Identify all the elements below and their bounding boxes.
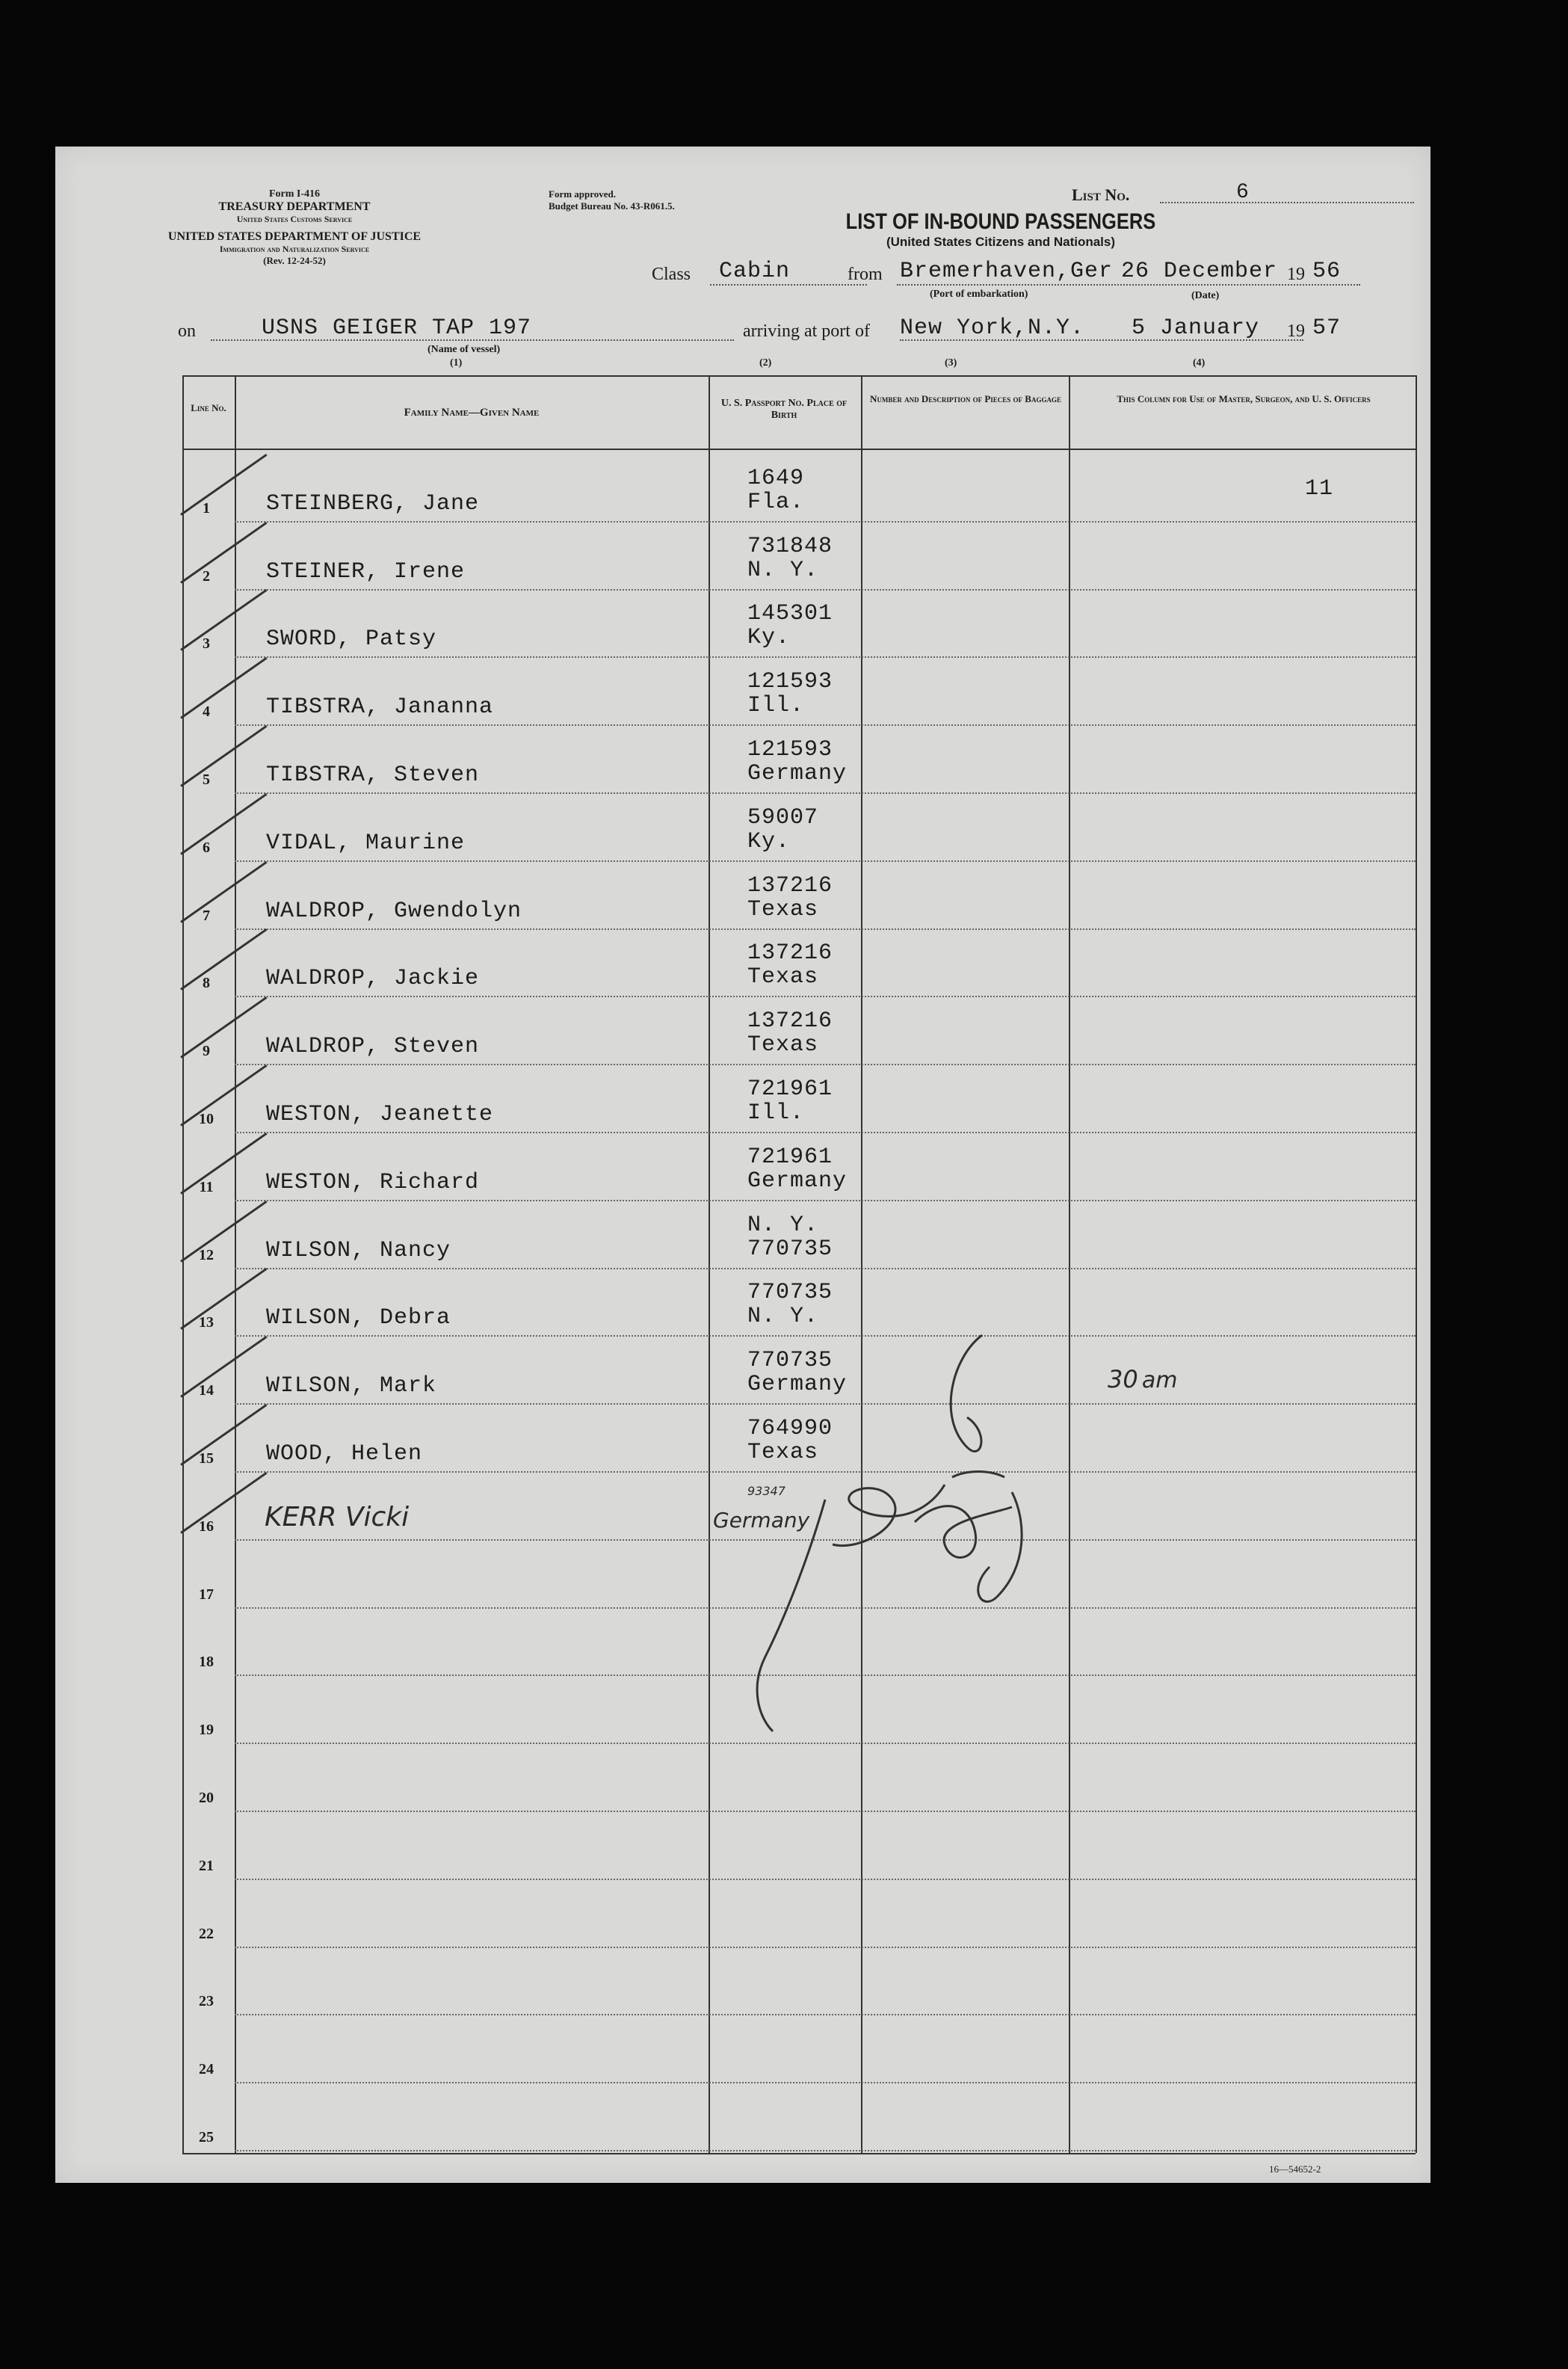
date-caption: (Date)	[1191, 290, 1220, 301]
line-number: 15	[199, 1450, 214, 1467]
line-number: 7	[203, 907, 210, 924]
passport-line-1: 770735	[747, 1348, 833, 1374]
passenger-name: WALDROP, Gwendolyn	[266, 898, 522, 924]
line-number: 3	[203, 635, 210, 653]
vessel-name: USNS GEIGER TAP 197	[262, 315, 532, 341]
line-number: 24	[199, 2061, 214, 2078]
line-number: 10	[199, 1111, 214, 1127]
passport-line-1: 1649	[747, 465, 805, 491]
header-passport: U. S. Passport No. Place of Birth	[720, 398, 848, 421]
line-number: 25	[199, 2129, 214, 2145]
passenger-name: STEINER, Irene	[266, 558, 466, 585]
passport-line-2: Ill.	[747, 693, 805, 719]
row-divider	[235, 1064, 1416, 1065]
treasury-department: TREASURY DEPARTMENT	[218, 200, 371, 213]
passenger-name: SWORD, Patsy	[266, 626, 437, 653]
form-approved	[549, 188, 675, 212]
form-approved-line: Form approved.	[549, 188, 617, 200]
passport-line-1: 121593	[747, 669, 833, 695]
from-label: from	[848, 265, 883, 284]
page-subtitle: (United States Citizens and Nationals)	[886, 235, 1116, 249]
passenger-name: WILSON, Mark	[266, 1373, 437, 1399]
row-divider	[235, 656, 1416, 658]
line-number: 18	[199, 1654, 214, 1671]
passport-line-1: 121593	[747, 737, 833, 763]
passport-line-2: Texas	[747, 896, 819, 922]
arrival-date: 5 January	[1132, 315, 1260, 341]
passenger-name: TIBSTRA, Jananna	[266, 694, 494, 721]
line-number: 19	[199, 1722, 214, 1739]
row-divider	[235, 996, 1416, 997]
passenger-name: WILSON, Nancy	[266, 1237, 451, 1263]
form-identification	[167, 188, 422, 225]
passenger-name: WESTON, Jeanette	[266, 1102, 494, 1127]
row-divider	[235, 1200, 1416, 1201]
column-number: (1)	[450, 357, 463, 369]
passenger-name: KERR Vicki	[265, 1501, 410, 1532]
line-number: 12	[199, 1246, 214, 1263]
passport-line-2: Texas	[747, 1440, 819, 1465]
passenger-name: STEINBERG, Jane	[266, 490, 480, 517]
row-divider	[235, 792, 1416, 794]
line-number: 6	[203, 839, 210, 856]
line-number: 1	[203, 499, 210, 517]
passport-line-1: 721961	[747, 1144, 833, 1170]
annotation-number: 30	[1108, 1365, 1138, 1393]
line-number: 11	[199, 1178, 214, 1195]
port-caption: (Port of embarkation)	[930, 289, 1028, 300]
row-divider	[235, 521, 1416, 523]
passport-line-1: 731848	[747, 533, 833, 559]
form-revision: (Rev. 12-24-52)	[263, 255, 326, 266]
year-prefix: 19	[1287, 321, 1305, 341]
header-name: Family Name—Given Name	[404, 407, 540, 419]
budget-bureau-line: Budget Bureau No. 43-R061.5.	[549, 200, 675, 212]
line-number: 13	[199, 1314, 214, 1331]
line-number: 5	[203, 771, 210, 788]
embarkation-year: 56	[1312, 259, 1342, 284]
page-title: LIST OF IN-BOUND PASSENGERS	[845, 209, 1156, 234]
officer-signature	[743, 1328, 1161, 1851]
line-number: 16	[199, 1518, 214, 1535]
passenger-name: WALDROP, Jackie	[266, 966, 480, 992]
passport-line-2: 770735	[747, 1236, 833, 1262]
list-no-value: 6	[1236, 181, 1249, 204]
passenger-name: WOOD, Helen	[266, 1441, 423, 1467]
line-number: 23	[199, 1993, 214, 2010]
port-of-embarkation: Bremerhaven,Ger	[900, 259, 1114, 284]
passport-line-1: 59007	[747, 804, 819, 831]
justice-department: UNITED STATES DEPARTMENT OF JUSTICE	[167, 230, 422, 243]
passport-line-2: Ky.	[747, 625, 791, 651]
line-number: 2	[203, 567, 210, 585]
passport-line-2: Ill.	[747, 1100, 805, 1126]
passenger-name: WALDROP, Steven	[266, 1034, 480, 1060]
passenger-name: WESTON, Richard	[266, 1169, 480, 1195]
customs-service: United States Customs Service	[236, 214, 353, 224]
passport-line-2: Germany	[713, 1507, 810, 1532]
row-divider	[235, 1132, 1416, 1133]
row-divider	[235, 1947, 1416, 1948]
passport-line-2: Germany	[747, 1372, 848, 1398]
passport-line-2: Ky.	[747, 828, 791, 854]
column-number: (4)	[1193, 357, 1206, 369]
row-divider	[235, 589, 1416, 591]
line-number: 20	[199, 1790, 214, 1806]
row-divider	[235, 2014, 1416, 2015]
line-number: 9	[203, 1043, 210, 1060]
justice-block	[167, 230, 422, 267]
embarkation-date: 26 December	[1121, 259, 1278, 284]
passport-line-1: 721961	[747, 1076, 833, 1102]
line-number: 14	[199, 1382, 214, 1399]
arrival-year: 57	[1312, 315, 1342, 341]
passport-line-1: 145301	[747, 601, 833, 627]
passenger-manifest-page	[55, 147, 1430, 2183]
vessel-caption: (Name of vessel)	[428, 344, 501, 355]
arriving-label: arriving at port of	[743, 321, 870, 341]
passport-line-2: Texas	[747, 964, 819, 991]
line-number: 21	[199, 1857, 214, 1874]
form-code: 16—54652-2	[1269, 2163, 1321, 2175]
list-no-label: List No.	[1072, 185, 1130, 204]
line-number: 8	[203, 975, 210, 992]
passport-line-1: 93347	[747, 1483, 785, 1498]
row-divider	[235, 928, 1416, 930]
class-value: Cabin	[719, 259, 791, 284]
passport-line-2: N. Y.	[747, 1304, 819, 1330]
passport-line-2: Germany	[747, 761, 848, 786]
row-divider	[235, 1268, 1416, 1269]
header-line-no: Line No.	[191, 402, 226, 413]
passport-line-2: Germany	[747, 1168, 848, 1194]
passport-line-2: N. Y.	[747, 557, 819, 583]
passenger-name: WILSON, Debra	[266, 1305, 451, 1331]
column-number: (3)	[945, 357, 957, 369]
form-number: Form I-416	[268, 188, 321, 200]
passenger-name: VIDAL, Maurine	[266, 830, 466, 856]
passport-line-2: Fla.	[747, 489, 805, 515]
row-divider	[235, 2082, 1416, 2083]
row-divider	[235, 860, 1416, 862]
line-number: 4	[203, 703, 210, 721]
officer-note: 11	[1305, 475, 1334, 502]
row-divider	[235, 2150, 1416, 2151]
line-number: 17	[199, 1586, 214, 1603]
passport-line-1: 137216	[747, 872, 833, 899]
on-label: on	[178, 321, 196, 341]
header-officers: This Column for Use of Master, Surgeon, and U. S. Officers	[1117, 393, 1371, 404]
column-number: (2)	[759, 357, 772, 369]
header-baggage: Number and Description of Pieces of Baggage	[870, 393, 1061, 404]
passport-line-1: 770735	[747, 1280, 833, 1306]
passenger-name: TIBSTRA, Steven	[266, 763, 480, 788]
immigration-service: Immigration and Naturalization Service	[219, 244, 370, 254]
year-prefix: 19	[1287, 265, 1305, 284]
row-divider	[235, 1879, 1416, 1880]
annotation-suffix: am	[1141, 1367, 1178, 1393]
line-number: 22	[199, 1925, 214, 1942]
passport-line-1: 137216	[747, 940, 833, 967]
passport-line-1: 137216	[747, 1008, 833, 1035]
passport-line-2: Texas	[747, 1032, 819, 1059]
passport-line-1: 764990	[747, 1416, 833, 1441]
class-label: Class	[652, 265, 691, 284]
page-title-block	[803, 209, 1199, 250]
passport-line-1: N. Y.	[747, 1212, 819, 1238]
port-of-arrival: New York,N.Y.	[900, 315, 1085, 341]
row-divider	[235, 724, 1416, 726]
